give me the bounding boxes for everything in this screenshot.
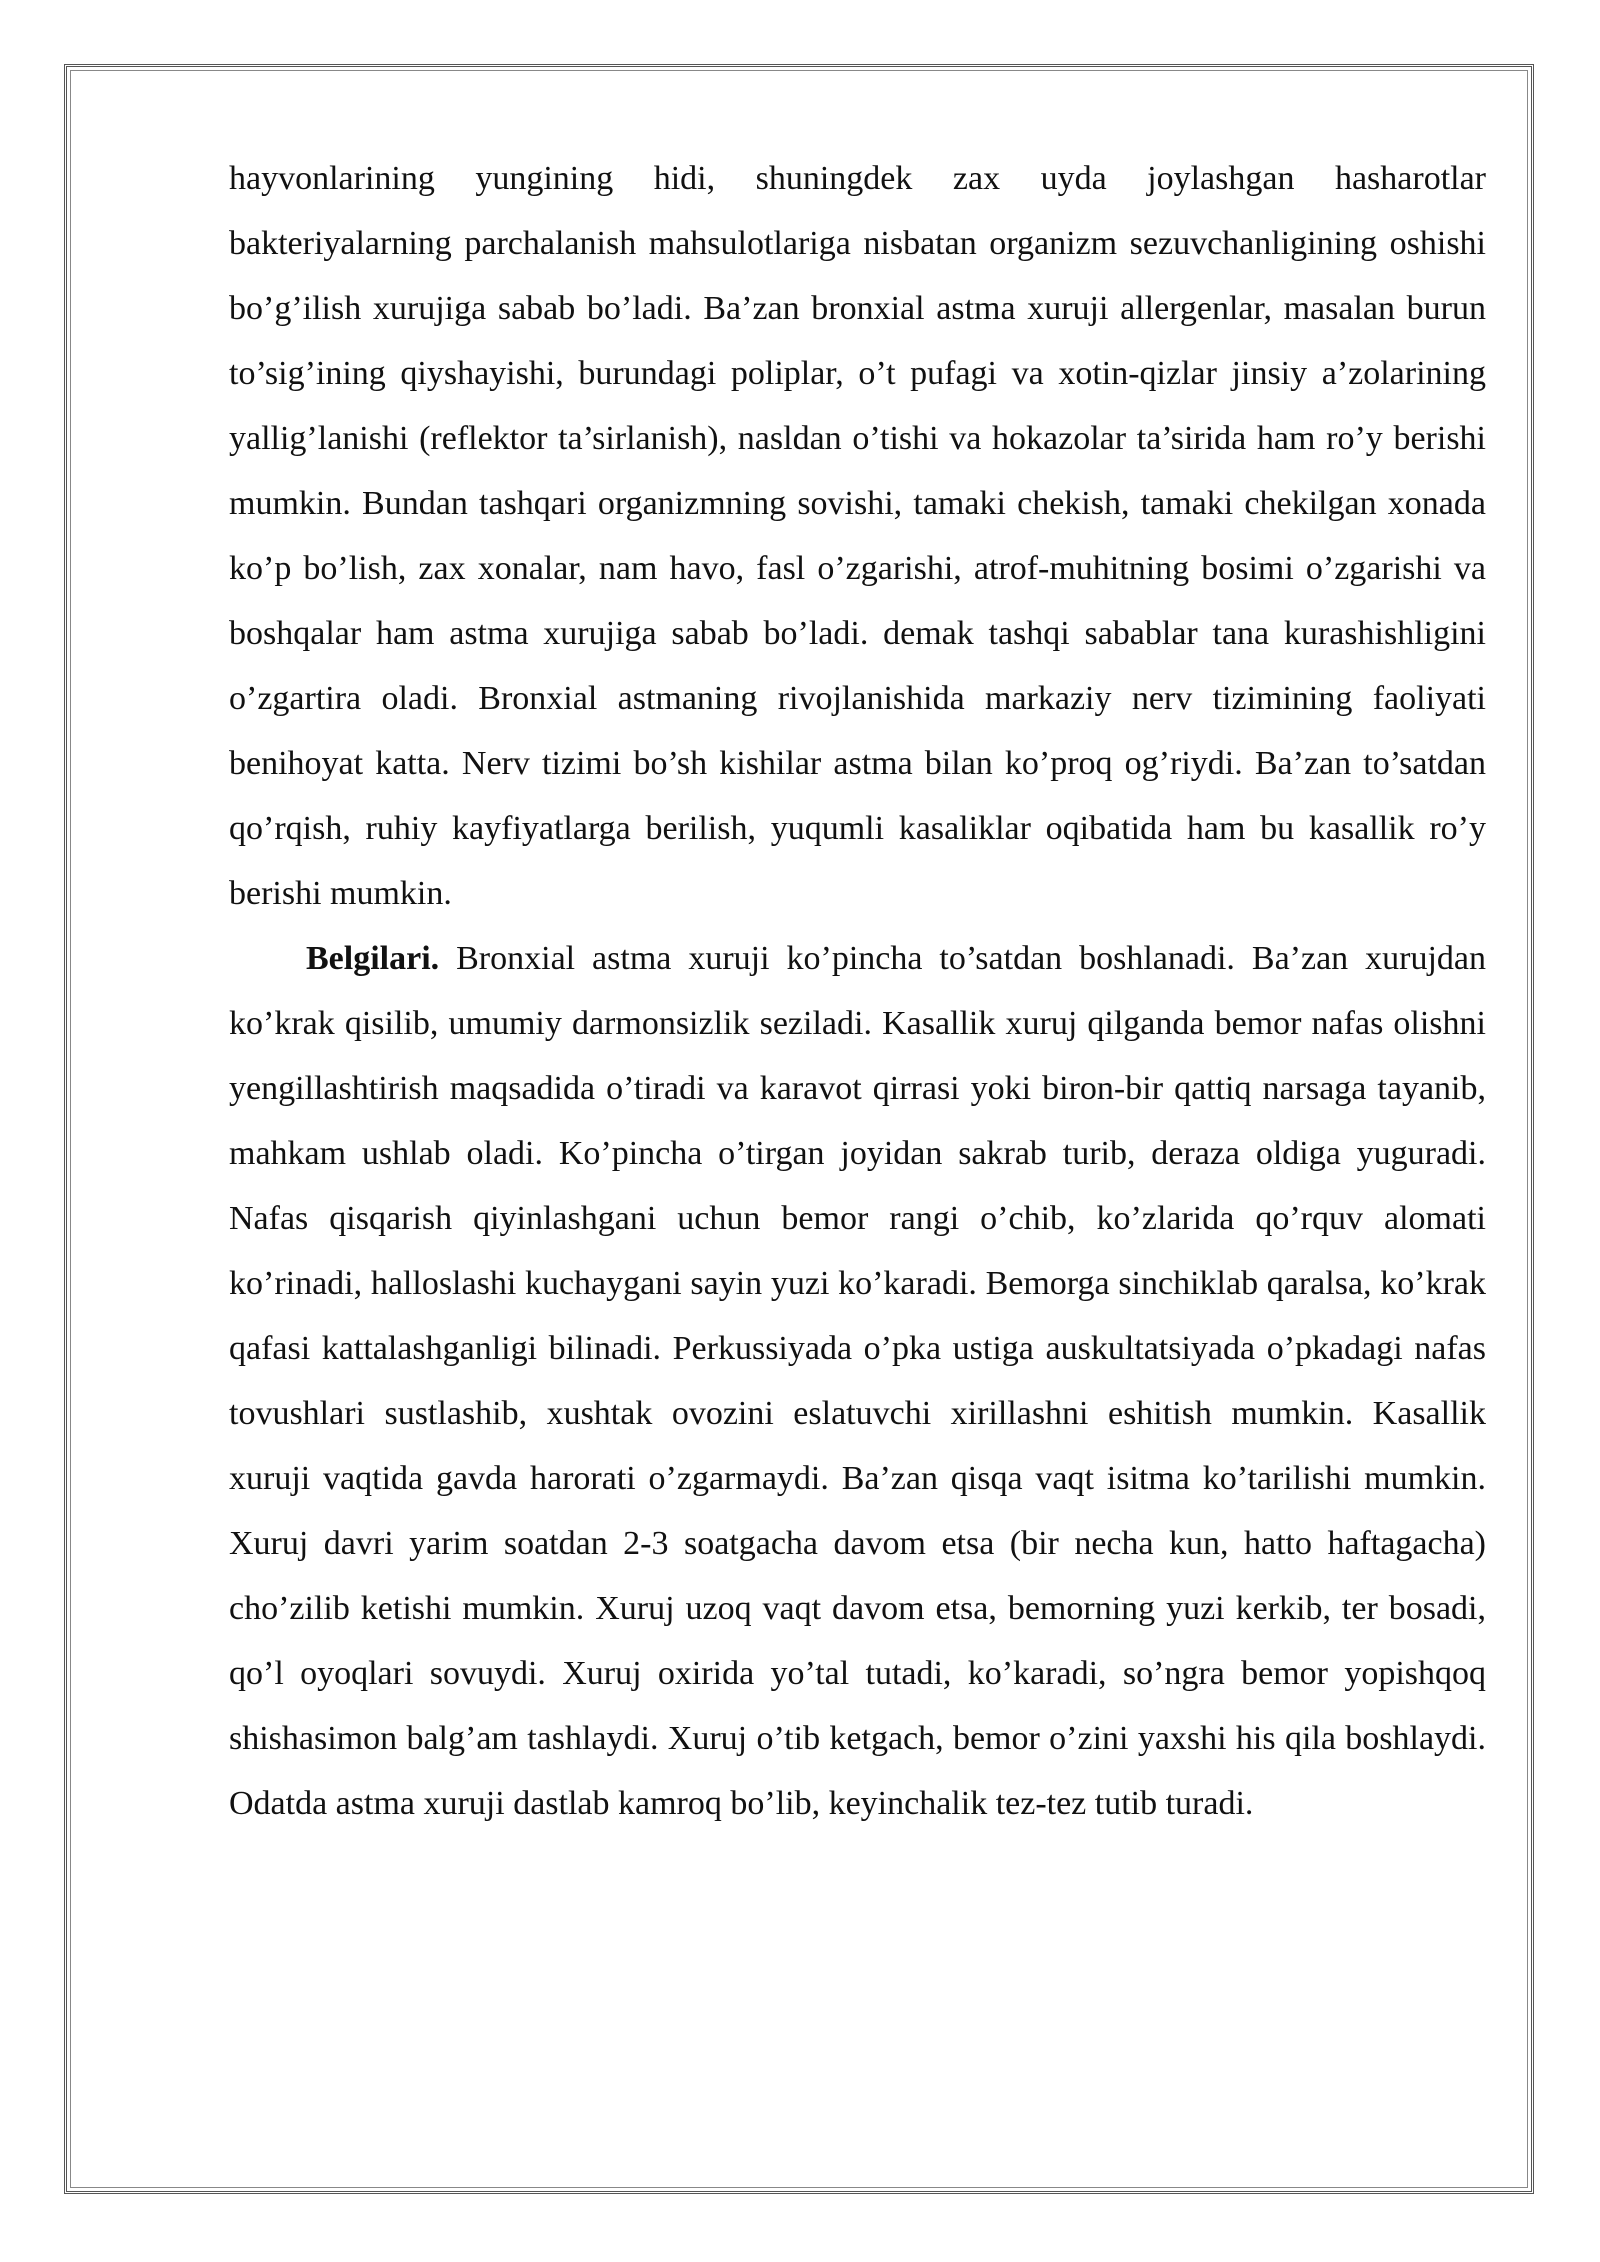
section-heading-belgilari: Belgilari.	[306, 940, 440, 977]
paragraph-causes: hayvonlarining yungining hidi, shuningdek zax uyda joylashgan hasharotlar bakteriyalarning parchalanish mahsulotlariga nisbatan organizm sezuvchanligining oshishi bo’g’ilish xurujiga sabab bo’ladi. Ba’zan bronxial astma xuruji allergenlar, masalan burun to’sig’ining qiyshayishi, burundagi poliplar, o’t pufagi va xotin-qizlar jinsiy a’zolarining yallig’lanishi (reflektor ta’sirlanish), nasldan o’tishi va hokazolar ta’sirida ham ro’y berishi mumkin. Bundan tashqari organizmning sovishi, tamaki chekish, tamaki chekilgan xonada ko’p bo’lish, zax xonalar, nam havo, fasl o’zgarishi, atrof-muhitning bosimi o’zgarishi va boshqalar ham astma xurujiga sabab bo’ladi. demak tashqi sabablar tana kurashishligini o’zgartira oladi. Bronxial astmaning rivojlanishida markaziy nerv tizimining faoliyati benihoyat katta. Nerv tizimi bo’sh kishilar astma bilan ko’proq og’riydi. Ba’zan to’satdan qo’rqish, ruhiy kayfiyatlarga berilish, yuqumli kasaliklar oqibatida ham bu kasallik ro’y berishi mumkin.	[229, 160, 1486, 912]
paragraph-symptoms-text: Bronxial astma xuruji ko’pincha to’satdan boshlanadi. Ba’zan xurujdan ko’krak qisilib, umumiy darmonsizlik seziladi. Kasallik xuruj qilganda bemor nafas olishni yengillashtirish maqsadida o’tiradi va karavot qirrasi yoki biron-bir qattiq narsaga tayanib, mahkam ushlab oladi. Ko’pincha o’tirgan joyidan sakrab turib, deraza oldiga yuguradi. Nafas qisqarish qiyinlashgani uchun bemor rangi o’chib, ko’zlarida qo’rquv alomati ko’rinadi, halloslashi kuchaygani sayin yuzi ko’karadi. Bemorga sinchiklab qaralsa, ko’krak qafasi kattalashganligi bilinadi. Perkussiyada o’pka ustiga auskultatsiyada o’pkadagi nafas tovushlari sustlashib, xushtak ovozini eslatuvchi xirillashni eshitish mumkin. Kasallik xuruji vaqtida gavda harorati o’zgarmaydi. Ba’zan qisqa vaqt isitma ko’tarilishi mumkin. Xuruj davri yarim soatdan 2-3 soatgacha davom etsa (bir necha kun, hatto haftagacha) cho’zilib ketishi mumkin. Xuruj uzoq vaqt davom etsa, bemorning yuzi kerkib, ter bosadi, qo’l oyoqlari sovuydi. Xuruj oxirida yo’tal tutadi, ko’karadi, so’ngra bemor yopishqoq shishasimon balg’am tashlaydi. Xuruj o’tib ketgach, bemor o’zini yaxshi his qila boshlaydi. Odatda astma xuruji dastlab kamroq bo’lib, keyinchalik tez-tez tutib turadi.	[229, 940, 1486, 1822]
document-body	[229, 146, 1486, 1836]
paragraph-symptoms	[229, 926, 1486, 1836]
